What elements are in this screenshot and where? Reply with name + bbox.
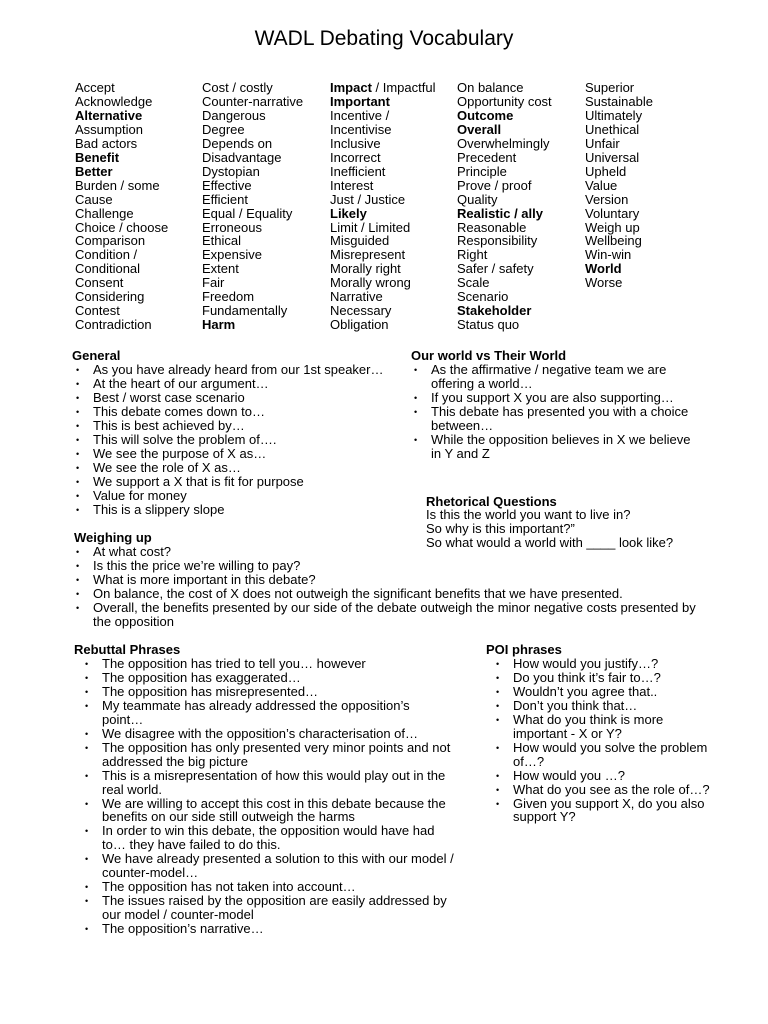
rhetorical-lines (426, 508, 673, 550)
vocab-word: Universal (585, 149, 640, 165)
vocab-word: Value (585, 177, 618, 193)
list-item: • What do you see as the role of…? (493, 783, 715, 797)
vocab-word: Alternative (75, 107, 143, 123)
vocab-word: Condition / (75, 247, 138, 263)
list-item: • At the heart of our argument… (73, 377, 403, 391)
vocab-word: Upheld (585, 163, 627, 179)
list-item: • Do you think it’s fair to…? (493, 671, 715, 685)
vocab-word: Inclusive (330, 135, 381, 151)
our-world-heading: Our world vs Their World (411, 348, 567, 363)
vocab-word: Weigh up (585, 219, 640, 235)
list-item: • Don’t you think that… (493, 699, 715, 713)
vocab-word: Expensive (202, 247, 262, 263)
vocab-word: Sustainable (585, 93, 653, 109)
our-world-list (411, 363, 701, 461)
rebuttal-list (82, 657, 454, 936)
vocab-word: Likely (330, 205, 367, 221)
list-item: • The opposition has not taken into account… (82, 880, 454, 894)
list-item: • This debate comes down to… (73, 405, 403, 419)
vocab-word: Ultimately (585, 107, 643, 123)
list-item: • The issues raised by the opposition are easily addressed by our model / counter-model (82, 894, 454, 922)
vocab-word: Depends on (202, 135, 273, 151)
vocab-word: Incentivise (330, 121, 392, 137)
vocab-word: Dangerous (202, 107, 266, 123)
vocab-word: Quality (457, 191, 498, 207)
vocab-word: Outcome (457, 107, 514, 123)
vocab-word: Morally right (330, 261, 401, 277)
list-item: • The opposition has misrepresented… (82, 685, 454, 699)
vocab-word: Wellbeing (585, 233, 642, 249)
vocab-word: Unfair (585, 135, 620, 151)
vocab-word: Acknowledge (75, 93, 153, 109)
vocab-word: Contest (75, 303, 120, 319)
list-item: • This debate has presented you with a choice between… (411, 405, 701, 433)
rhetorical-heading: Rhetorical Questions (426, 494, 557, 509)
vocab-word: Challenge (75, 205, 134, 221)
vocab-word: Win-win (585, 247, 632, 263)
vocab-word: Fair (202, 275, 225, 291)
vocab-word: Impact / Impactful (330, 80, 436, 95)
vocab-word: Scenario (457, 289, 509, 305)
vocab-column-2 (202, 81, 303, 332)
vocab-word: Efficient (202, 191, 249, 207)
vocab-word: Realistic / ally (457, 205, 543, 221)
vocab-word: Overall (457, 121, 502, 137)
list-item: • We disagree with the opposition’s characterisation of… (82, 727, 454, 741)
list-item: • Overall, the benefits presented by our side of the debate outweigh the minor negative costs presented by the opposition (73, 601, 698, 629)
vocab-word: Status quo (457, 317, 520, 333)
general-heading: General (72, 348, 121, 363)
vocab-word: Dystopian (202, 163, 260, 179)
general-list (73, 363, 403, 516)
list-item: • How would you justify…? (493, 657, 715, 671)
vocab-word: Limit / Limited (330, 219, 411, 235)
vocab-word: Cost / costly (202, 80, 273, 95)
vocab-word: Disadvantage (202, 149, 282, 165)
list-item: • We have already presented a solution to this with our model / counter-model… (82, 852, 454, 880)
list-item: • On balance, the cost of X does not outweigh the significant benefits that we have presented. (73, 587, 698, 601)
vocab-word: Version (585, 191, 629, 207)
rhetorical-question: Is this the world you want to live in? (426, 507, 631, 522)
vocab-word: Extent (202, 261, 239, 277)
list-item: • Value for money (73, 489, 403, 503)
vocab-word: Considering (75, 289, 145, 305)
vocab-word: Right (457, 247, 488, 263)
vocab-word: Voluntary (585, 205, 640, 221)
vocab-word: Incentive / (330, 107, 390, 123)
list-item: • The opposition’s narrative… (82, 922, 454, 936)
vocab-word: Consent (75, 275, 124, 291)
list-item: • What is more important in this debate? (73, 573, 698, 587)
list-item: • This is a slippery slope (73, 503, 403, 517)
vocab-word: Effective (202, 177, 252, 193)
vocab-word: Cause (75, 191, 113, 207)
vocab-word: Accept (75, 80, 115, 95)
vocab-word: Just / Justice (330, 191, 406, 207)
vocab-word: Counter-narrative (202, 93, 304, 109)
vocab-word: Burden / some (75, 177, 160, 193)
rebuttal-heading: Rebuttal Phrases (74, 642, 181, 657)
list-item: • What do you think is more important - X or Y? (493, 713, 715, 741)
vocab-word: Equal / Equality (202, 205, 293, 221)
vocab-word: Interest (330, 177, 374, 193)
vocab-word: Overwhelmingly (457, 135, 550, 151)
weighing-heading: Weighing up (74, 530, 152, 545)
vocab-word: Reasonable (457, 219, 527, 235)
vocab-word: Necessary (330, 303, 392, 319)
vocab-word: Misguided (330, 233, 390, 249)
list-item: • The opposition has tried to tell you… however (82, 657, 454, 671)
list-item: • This is best achieved by… (73, 419, 403, 433)
vocab-word: Ethical (202, 233, 242, 249)
vocab-word: Responsibility (457, 233, 538, 249)
vocab-word: Comparison (75, 233, 146, 249)
list-item: • The opposition has exaggerated… (82, 671, 454, 685)
vocab-word: Scale (457, 275, 490, 291)
vocab-word: Superior (585, 80, 635, 95)
list-item: • The opposition has only presented very minor points and not addressed the big picture (82, 741, 454, 769)
vocab-word: Assumption (75, 121, 143, 137)
vocab-word: Important (330, 93, 390, 109)
vocab-word: Choice / choose (75, 219, 169, 235)
vocab-word: Opportunity cost (457, 93, 552, 109)
list-item: • As the affirmative / negative team we are offering a world… (411, 363, 701, 391)
vocab-word: Principle (457, 163, 507, 179)
vocab-word: Inefficient (330, 163, 386, 179)
vocab-word: Stakeholder (457, 303, 532, 319)
vocab-word: Erroneous (202, 219, 262, 235)
vocab-word: Safer / safety (457, 261, 534, 277)
vocab-word: Conditional (75, 261, 141, 277)
page-title: WADL Debating Vocabulary (254, 27, 514, 50)
vocab-word: Benefit (75, 149, 120, 165)
vocab-word: Harm (202, 317, 236, 333)
vocab-word: Precedent (457, 149, 517, 165)
list-item: • Best / worst case scenario (73, 391, 403, 405)
vocab-word: Misrepresent (330, 247, 406, 263)
rhetorical-question: So why is this important?” (426, 520, 575, 536)
vocab-word: Worse (585, 275, 623, 291)
vocab-word: Degree (202, 121, 245, 137)
list-item: • Given you support X, do you also support Y? (493, 797, 715, 825)
vocab-word: Contradiction (75, 317, 152, 333)
list-item: • How would you solve the problem of…? (493, 741, 715, 769)
list-item: • We see the purpose of X as… (73, 447, 403, 461)
list-item: • My teammate has already addressed the opposition’s point… (82, 699, 454, 727)
vocab-column-4 (457, 81, 552, 332)
poi-heading: POI phrases (486, 642, 562, 657)
list-item: • How would you …? (493, 769, 715, 783)
list-item: • This is a misrepresentation of how this would play out in the real world. (82, 769, 454, 797)
list-item: • Is this the price we’re willing to pay? (73, 559, 698, 573)
vocab-column-3 (330, 81, 435, 332)
list-item: • This will solve the problem of…. (73, 433, 403, 447)
list-item: • In order to win this debate, the opposition would have had to… they have failed to do this. (82, 824, 454, 852)
vocab-word: Better (75, 163, 113, 179)
vocab-word: Prove / proof (457, 177, 532, 193)
vocab-column-5 (585, 81, 653, 290)
list-item: • We see the role of X as… (73, 461, 403, 475)
list-item: • While the opposition believes in X we believe in Y and Z (411, 433, 701, 461)
list-item: • We are willing to accept this cost in this debate because the benefits on our side still outweigh the harms (82, 797, 454, 825)
vocab-word: Obligation (330, 317, 389, 333)
poi-list (493, 657, 715, 824)
list-item: • We support a X that is fit for purpose (73, 475, 403, 489)
list-item: • As you have already heard from our 1st speaker… (73, 363, 403, 377)
vocab-word: Unethical (585, 121, 640, 137)
list-item: • If you support X you are also supporting… (411, 391, 701, 405)
rhetorical-question: So what would a world with ____ look like? (426, 534, 674, 550)
vocab-word: Bad actors (75, 135, 138, 151)
vocab-word: Incorrect (330, 149, 381, 165)
vocab-word: Freedom (202, 289, 255, 305)
list-item: • Wouldn’t you agree that.. (493, 685, 715, 699)
weighing-list (73, 545, 698, 629)
vocab-word: Fundamentally (202, 303, 288, 319)
vocab-word: Morally wrong (330, 275, 411, 291)
list-item: • At what cost? (73, 545, 698, 559)
vocab-word: Narrative (330, 289, 383, 305)
vocab-word: World (585, 261, 622, 277)
vocab-word: On balance (457, 80, 524, 95)
vocab-column-1 (75, 81, 168, 332)
